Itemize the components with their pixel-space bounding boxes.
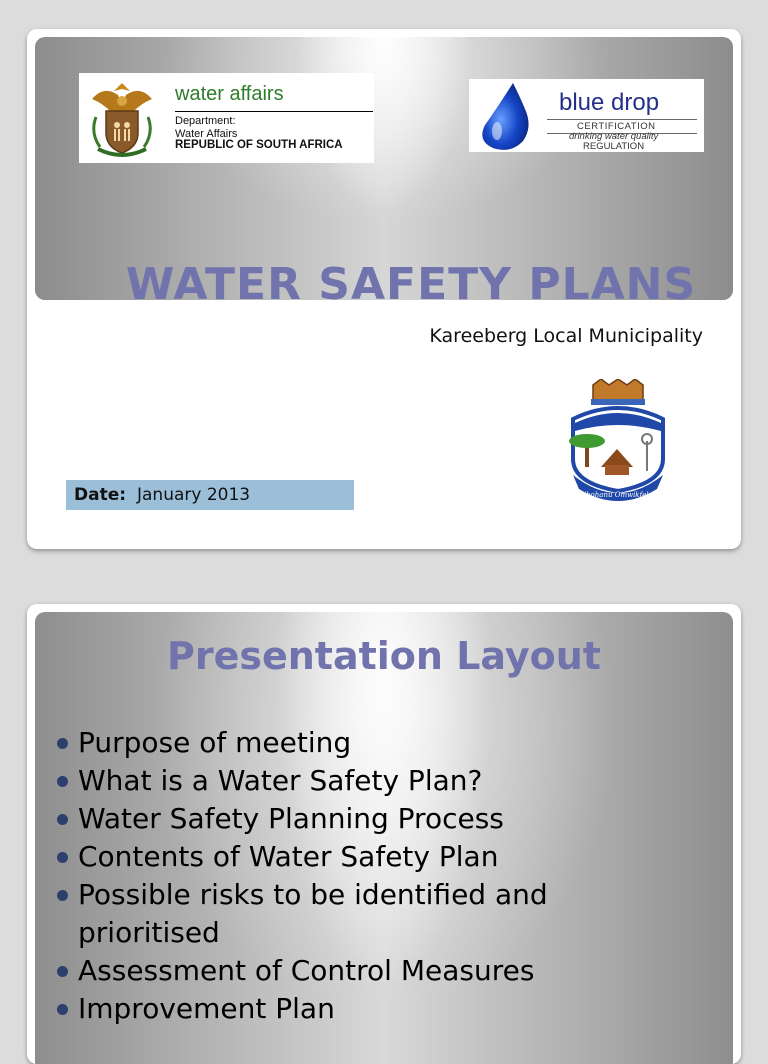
blue-drop-tagline: drinking water quality: [569, 131, 659, 142]
water-affairs-country: REPUBLIC OF SOUTH AFRICA: [175, 139, 343, 151]
blue-drop-regulation: REGULATION: [583, 141, 645, 152]
bullet-dot-icon: [57, 966, 68, 977]
bullet-dot-icon: [57, 1004, 68, 1015]
bullet-dot-icon: [57, 852, 68, 863]
title-banner: [35, 37, 733, 300]
bullet-dot-icon: [57, 814, 68, 825]
title-slide: [27, 29, 741, 549]
blue-drop-name: blue drop: [559, 89, 660, 116]
water-affairs-dept: Department:: [175, 115, 236, 127]
bullet-dot-icon: [57, 738, 68, 749]
bullet-text: Purpose of meeting: [78, 726, 352, 759]
bullet-item: [55, 724, 695, 762]
date-label: Date:: [74, 485, 127, 505]
bullet-text: Assessment of Control Measures: [78, 954, 535, 987]
bullet-text: Contents of Water Safety Plan: [78, 840, 499, 873]
bullet-list: [55, 724, 695, 1028]
bullet-text: Improvement Plan: [78, 992, 335, 1025]
layout-slide: [27, 604, 741, 1064]
bullet-text: What is a Water Safety Plan?: [78, 764, 483, 797]
slide-title: Presentation Layout: [167, 634, 601, 678]
bullet-item: [55, 952, 695, 990]
water-affairs-dept-name: Water Affairs: [175, 128, 238, 140]
bullet-text: Water Safety Planning Process: [78, 802, 504, 835]
emblem-motto: Itsibohanu Omwikfeleba: [574, 491, 662, 499]
bullet-text: Possible risks to be identified and prioritised: [78, 878, 548, 949]
bullet-item: [55, 838, 695, 876]
municipal-emblem-icon: [551, 379, 685, 507]
water-affairs-name: water affairs: [175, 83, 284, 105]
bullet-item: [55, 876, 695, 952]
date-box: [66, 480, 354, 510]
bullet-item: [55, 990, 695, 1028]
content-panel: [35, 612, 733, 1064]
logo-divider: [547, 119, 697, 120]
date-value: January 2013: [137, 485, 251, 505]
coat-of-arms-icon: [84, 77, 160, 159]
logo-divider: [175, 111, 373, 112]
blue-drop-certification: CERTIFICATION: [577, 121, 656, 132]
bullet-dot-icon: [57, 776, 68, 787]
slide-subtitle: Kareeberg Local Municipality: [429, 325, 703, 347]
bullet-dot-icon: [57, 890, 68, 901]
slide-title: WATER SAFETY PLANS: [125, 259, 697, 300]
water-drop-icon: [475, 81, 537, 151]
bullet-item: [55, 762, 695, 800]
water-affairs-logo: [79, 73, 374, 163]
bullet-item: [55, 800, 695, 838]
blue-drop-logo: [469, 79, 704, 152]
